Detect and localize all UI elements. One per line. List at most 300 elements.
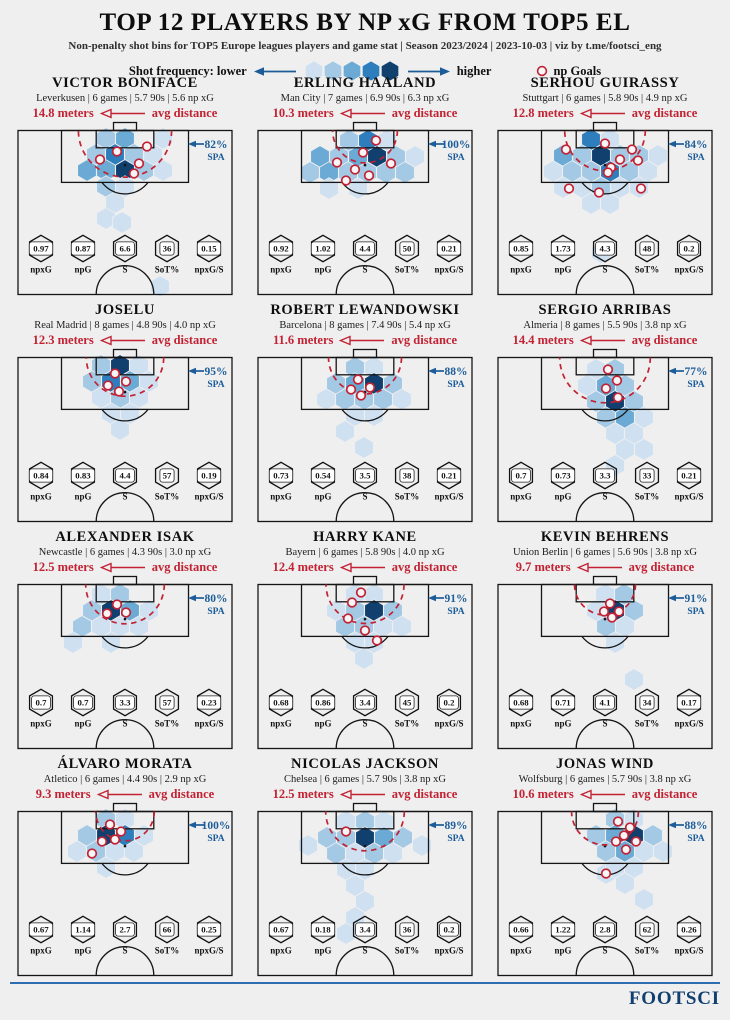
page-subtitle: Non-penalty shot bins for TOP5 Europe leagues players and game stat | Season 2023/2024 | 2023-10-03 | viz by t.me/footsci_eng — [68, 40, 662, 52]
stat-hexagons — [269, 916, 463, 955]
stat-label: npxG/S — [434, 264, 464, 275]
np-goal-marker — [626, 823, 635, 832]
spa-annotation — [668, 820, 708, 844]
np-goal-marker — [620, 831, 629, 840]
np-goal-marker — [361, 626, 370, 635]
np-goal-marker — [115, 387, 124, 396]
avg-distance-arrow-icon — [100, 562, 146, 573]
spa-annotation — [428, 366, 468, 390]
spa-label: SPA — [447, 153, 465, 163]
stat-label: SoT% — [394, 945, 420, 956]
player-name: ALEXANDER ISAK — [55, 529, 195, 545]
avg-distance-value: 12.5 meters — [272, 786, 334, 801]
np-goal-marker — [622, 845, 631, 854]
player-name: JONAS WIND — [556, 756, 654, 772]
spa-value: 82% — [204, 139, 228, 151]
avg-distance-annotation — [245, 105, 485, 121]
player-panel-7 — [5, 529, 245, 756]
stat-label: npxG/S — [434, 718, 464, 729]
pitch-container — [485, 802, 725, 977]
stat-label: npG — [74, 264, 92, 275]
player-panel-11 — [245, 756, 485, 983]
player-info-line: Union Berlin | 6 games | 5.6 90s | 3.8 np xG — [513, 547, 697, 558]
stat-value: 50 — [402, 243, 412, 254]
stat-value: 0.2 — [443, 697, 455, 708]
np-goal-marker — [365, 171, 374, 180]
shot-hexbin — [320, 178, 339, 200]
avg-distance-annotation — [245, 786, 485, 802]
stat-label: npG — [554, 945, 572, 956]
goal-frame — [594, 123, 617, 131]
np-goal-marker — [357, 588, 366, 597]
avg-distance-arrow-icon — [580, 108, 626, 119]
np-goal-markers — [342, 827, 351, 836]
stat-value: 0.21 — [441, 470, 457, 481]
spa-value: 84% — [684, 139, 708, 151]
stat-label: npxG/S — [194, 264, 224, 275]
np-goal-marker — [359, 148, 368, 157]
player-name: ERLING HAALAND — [293, 75, 437, 91]
avg-distance-annotation — [245, 559, 485, 575]
np-goal-marker — [135, 159, 144, 168]
np-goal-marker — [347, 385, 356, 394]
np-goal-marker — [595, 188, 604, 197]
player-panel-6 — [485, 302, 725, 529]
spa-label: SPA — [207, 380, 225, 390]
stat-label: S — [362, 491, 368, 502]
np-goal-marker — [143, 142, 152, 151]
stat-label: npxG — [510, 491, 532, 502]
stat-value: 0.21 — [441, 243, 457, 254]
pitch-diagram — [17, 121, 233, 296]
np-goal-marker — [604, 168, 613, 177]
stat-label: npxG/S — [674, 945, 704, 956]
player-panel-12 — [485, 756, 725, 983]
avg-distance-arrow-icon — [100, 335, 146, 346]
player-info-line: Leverkusen | 6 games | 5.7 90s | 5.6 np xG — [36, 93, 214, 104]
stat-value: 36 — [402, 924, 412, 935]
player-panel-8 — [245, 529, 485, 756]
spa-annotation — [668, 139, 708, 163]
stat-value: 57 — [162, 470, 172, 481]
np-goal-marker — [562, 145, 571, 154]
penalty-spot — [124, 618, 127, 621]
avg-distance-arrow-icon — [340, 108, 386, 119]
player-name: ÁLVARO MORATA — [57, 756, 193, 772]
pitch-diagram — [257, 348, 473, 523]
page-title: TOP 12 PLAYERS BY NP xG FROM TOP5 EL — [99, 9, 631, 36]
spa-value: 100% — [441, 139, 471, 151]
stat-value: 0.18 — [315, 924, 331, 935]
np-goals-label: np Goals — [553, 63, 602, 78]
spa-label: SPA — [687, 380, 705, 390]
stat-value: 2.8 — [599, 924, 611, 935]
stat-label: npxG/S — [674, 491, 704, 502]
stat-label: npG — [74, 718, 92, 729]
avg-distance-annotation — [5, 786, 245, 802]
player-info-line: Almeria | 8 games | 5.5 90s | 3.8 np xG — [523, 320, 687, 331]
stat-value: 0.2 — [443, 924, 455, 935]
stat-label: SoT% — [634, 491, 660, 502]
spa-value: 91% — [444, 593, 468, 605]
spa-value: 100% — [201, 820, 231, 832]
np-goal-marker — [354, 375, 363, 384]
stat-value: 45 — [402, 697, 412, 708]
stat-label: S — [602, 945, 608, 956]
spa-value: 88% — [684, 820, 708, 832]
stat-value: 2.7 — [119, 924, 131, 935]
stat-label: SoT% — [634, 945, 660, 956]
avg-distance-label: avg distance — [631, 332, 698, 347]
stat-value: 1.22 — [555, 924, 571, 935]
np-goal-marker — [344, 614, 353, 623]
stat-label: SoT% — [154, 264, 180, 275]
shot-hexbin — [355, 437, 374, 459]
np-goal-marker — [600, 607, 609, 616]
stat-label: SoT% — [154, 945, 180, 956]
player-name: VICTOR BONIFACE — [52, 75, 198, 91]
legend-lower-label: Shot frequency: lower — [128, 63, 247, 78]
avg-distance-value: 10.6 meters — [512, 786, 574, 801]
stat-label: S — [122, 264, 128, 275]
np-goal-marker — [113, 147, 122, 156]
legend-higher-label: higher — [456, 63, 492, 78]
stat-value: 3.4 — [359, 924, 371, 935]
np-goal-marker — [106, 820, 115, 829]
avg-distance-arrow-icon — [577, 562, 623, 573]
spa-value: 95% — [204, 366, 228, 378]
pitch-diagram — [497, 575, 713, 750]
np-goal-marker — [357, 391, 366, 400]
stat-value: 4.1 — [599, 697, 611, 708]
stat-value: 33 — [642, 470, 652, 481]
player-panel-9 — [485, 529, 725, 756]
avg-distance-annotation — [485, 559, 725, 575]
stat-label: npxG — [270, 264, 292, 275]
player-name: JOSELU — [94, 302, 155, 318]
np-goal-marker — [614, 817, 623, 826]
stat-value: 0.7 — [515, 470, 527, 481]
avg-distance-value: 14.4 meters — [512, 332, 574, 347]
np-goal-marker — [111, 835, 120, 844]
np-goal-marker — [602, 869, 611, 878]
stat-label: npxG — [30, 718, 52, 729]
stat-label: npG — [314, 718, 332, 729]
stat-hexagons — [269, 462, 463, 501]
pitch-diagram — [17, 802, 233, 977]
player-name: NICOLAS JACKSON — [291, 756, 439, 772]
stat-value: 0.21 — [681, 470, 697, 481]
player-panel-4 — [5, 302, 245, 529]
np-goal-marker — [122, 377, 131, 386]
player-info-line: Atletico | 6 games | 4.4 90s | 2.9 np xG — [43, 774, 207, 785]
penalty-spot — [364, 164, 367, 167]
np-goal-marker — [612, 837, 621, 846]
spa-value: 77% — [684, 366, 708, 378]
np-goal-marker — [351, 165, 360, 174]
avg-distance-value: 14.8 meters — [32, 105, 94, 120]
stat-hexagons — [29, 235, 223, 274]
stat-value: 0.67 — [273, 924, 289, 935]
stat-label: S — [602, 491, 608, 502]
brand-logo: FOOTSCI — [628, 988, 720, 1009]
stat-value: 0.68 — [513, 697, 529, 708]
shot-hexbin — [625, 669, 644, 691]
np-goal-marker — [88, 849, 97, 858]
spa-annotation — [428, 593, 468, 617]
stat-hexagons — [509, 235, 703, 274]
avg-distance-label: avg distance — [151, 105, 218, 120]
avg-distance-arrow-icon — [340, 789, 386, 800]
avg-distance-value: 9.7 meters — [515, 559, 571, 574]
stat-label: npG — [314, 264, 332, 275]
player-name: HARRY KANE — [313, 529, 417, 545]
stat-label: npxG — [30, 945, 52, 956]
goal-frame — [354, 123, 377, 131]
spa-label: SPA — [687, 153, 705, 163]
stat-label: S — [122, 718, 128, 729]
stat-value: 57 — [162, 697, 172, 708]
player-info-line: Man City | 7 games | 6.9 90s | 6.3 np xG — [280, 93, 450, 104]
stat-label: SoT% — [394, 264, 420, 275]
player-info-line: Newcastle | 6 games | 4.3 90s | 3.0 np xG — [38, 547, 212, 558]
stat-label: npxG/S — [434, 945, 464, 956]
stat-value: 48 — [642, 243, 652, 254]
spa-value: 80% — [204, 593, 228, 605]
stat-value: 0.17 — [681, 697, 697, 708]
stat-label: npxG — [30, 264, 52, 275]
goal-frame — [354, 350, 377, 358]
np-goal-marker — [628, 145, 637, 154]
spa-label: SPA — [207, 607, 225, 617]
stat-label: S — [602, 718, 608, 729]
player-info-line: Bayern | 6 games | 5.8 90s | 4.0 np xG — [285, 547, 445, 558]
stat-label: SoT% — [634, 264, 660, 275]
avg-distance-annotation — [485, 332, 725, 348]
stat-value: 0.86 — [315, 697, 331, 708]
avg-distance-label: avg distance — [631, 105, 698, 120]
stat-value: 0.85 — [513, 243, 529, 254]
footer-divider — [10, 982, 720, 984]
stat-label: S — [362, 945, 368, 956]
pitch-diagram — [497, 348, 713, 523]
np-goal-marker — [113, 600, 122, 609]
spa-label: SPA — [687, 834, 705, 844]
penalty-spot — [364, 618, 367, 621]
avg-distance-value: 12.3 meters — [32, 332, 94, 347]
np-goal-marker — [637, 184, 646, 193]
avg-distance-label: avg distance — [151, 559, 218, 574]
pitch-container — [5, 802, 245, 977]
stat-label: npxG — [510, 945, 532, 956]
np-goal-marker — [387, 159, 396, 168]
stat-label: npG — [314, 945, 332, 956]
stat-value: 3.3 — [599, 470, 611, 481]
stat-label: SoT% — [394, 491, 420, 502]
stat-value: 4.3 — [599, 243, 611, 254]
avg-distance-value: 9.3 meters — [35, 786, 91, 801]
stat-value: 4.4 — [119, 470, 131, 481]
avg-distance-arrow-icon — [580, 335, 626, 346]
shot-hexbin — [635, 889, 654, 911]
avg-distance-label: avg distance — [148, 786, 215, 801]
stat-value: 3.4 — [359, 697, 371, 708]
stat-value: 0.73 — [555, 470, 571, 481]
penalty-spot — [604, 618, 607, 621]
stat-value: 0.66 — [513, 924, 529, 935]
np-goal-marker — [98, 837, 107, 846]
stat-value: 3.3 — [119, 697, 131, 708]
stat-label: npxG/S — [434, 491, 464, 502]
avg-distance-value: 10.3 meters — [272, 105, 334, 120]
stat-label: S — [122, 491, 128, 502]
spa-value: 88% — [444, 366, 468, 378]
player-panel-3 — [485, 75, 725, 302]
player-panel-2 — [245, 75, 485, 302]
stat-value: 36 — [162, 243, 172, 254]
pitch-diagram — [257, 121, 473, 296]
spa-annotation — [668, 366, 708, 390]
stat-value: 0.97 — [33, 243, 49, 254]
avg-distance-annotation — [245, 332, 485, 348]
stat-label: npG — [554, 264, 572, 275]
spa-annotation — [188, 593, 228, 617]
spa-annotation — [188, 139, 228, 163]
avg-distance-label: avg distance — [391, 786, 458, 801]
np-goal-marker — [103, 609, 112, 618]
pitch-container — [485, 348, 725, 523]
pitch-diagram — [257, 802, 473, 977]
penalty-spot — [364, 845, 367, 848]
stat-label: npG — [554, 491, 572, 502]
stat-value: 0.26 — [681, 924, 697, 935]
avg-distance-arrow-icon — [580, 789, 626, 800]
shot-hexbins — [317, 357, 412, 459]
spa-annotation — [668, 593, 708, 617]
pitch-container — [245, 348, 485, 523]
stat-label: npxG — [270, 718, 292, 729]
player-info-line: Real Madrid | 8 games | 4.8 90s | 4.0 np xG — [34, 320, 216, 331]
shot-hexbins — [68, 809, 154, 879]
stat-hexagons — [29, 462, 223, 501]
avg-distance-value: 12.4 meters — [272, 559, 334, 574]
stat-value: 0.19 — [201, 470, 217, 481]
stat-label: npxG — [510, 718, 532, 729]
pitch-container — [245, 121, 485, 296]
stat-value: 1.02 — [315, 243, 331, 254]
stat-label: S — [122, 945, 128, 956]
pitch-diagram — [257, 575, 473, 750]
pitch-container — [245, 575, 485, 750]
np-goal-marker — [608, 613, 617, 622]
player-info-line: Stuttgart | 6 games | 5.8 90s | 4.9 np xG — [522, 93, 688, 104]
avg-distance-annotation — [5, 105, 245, 121]
avg-distance-value: 11.6 meters — [272, 332, 334, 347]
stat-hexagons — [269, 235, 463, 274]
np-goal-marker — [96, 155, 105, 164]
pitch-container — [5, 575, 245, 750]
shot-hexbins — [327, 584, 412, 670]
stat-value: 0.23 — [201, 697, 217, 708]
stat-label: npxG/S — [194, 945, 224, 956]
np-goal-marker — [634, 156, 643, 165]
footer — [10, 982, 720, 1010]
np-goal-marker — [130, 169, 139, 178]
spa-label: SPA — [687, 607, 705, 617]
goal-frame — [114, 577, 137, 585]
np-goal-marker — [348, 598, 357, 607]
stat-value: 0.7 — [77, 697, 89, 708]
stat-value: 3.5 — [359, 470, 371, 481]
pitch-diagram — [497, 121, 713, 296]
pitch-container — [485, 575, 725, 750]
stat-value: 0.87 — [75, 243, 91, 254]
stat-value: 0.83 — [75, 470, 91, 481]
np-goal-marker — [632, 837, 641, 846]
stat-label: npG — [74, 945, 92, 956]
stat-value: 0.92 — [273, 243, 289, 254]
stat-value: 0.71 — [555, 697, 571, 708]
avg-distance-arrow-icon — [340, 562, 386, 573]
stat-value: 1.73 — [555, 243, 571, 254]
player-panel-1 — [5, 75, 245, 302]
avg-distance-arrow-icon — [100, 108, 146, 119]
avg-distance-arrow-icon — [97, 789, 143, 800]
avg-distance-label: avg distance — [391, 332, 458, 347]
spa-label: SPA — [207, 153, 225, 163]
np-goal-marker — [602, 384, 611, 393]
avg-distance-annotation — [5, 559, 245, 575]
avg-distance-label: avg distance — [628, 559, 695, 574]
stat-value: 4.4 — [359, 243, 371, 254]
spa-annotation — [428, 139, 470, 163]
stat-label: npxG — [510, 264, 532, 275]
stat-label: npxG/S — [194, 491, 224, 502]
player-info-line: Wolfsburg | 6 games | 5.7 90s | 3.8 np xG — [518, 774, 692, 785]
pitch-diagram — [497, 802, 713, 977]
avg-distance-annotation — [485, 105, 725, 121]
player-panel-10 — [5, 756, 245, 983]
stat-value: 0.2 — [683, 243, 695, 254]
np-goal-marker — [342, 827, 351, 836]
stat-label: S — [602, 264, 608, 275]
player-panels-grid — [5, 75, 725, 983]
stat-value: 6.6 — [119, 243, 131, 254]
stat-label: npxG — [270, 945, 292, 956]
pitch-container — [5, 348, 245, 523]
pitch-diagram — [17, 575, 233, 750]
stat-value: 38 — [402, 470, 412, 481]
player-name: ROBERT LEWANDOWSKI — [270, 302, 460, 318]
player-info-line: Barcelona | 8 games | 7.4 90s | 5.4 np xG — [279, 320, 451, 331]
stat-value: 0.73 — [273, 470, 289, 481]
stat-label: npxG — [30, 491, 52, 502]
avg-distance-value: 12.8 meters — [512, 105, 574, 120]
np-goal-marker — [604, 365, 613, 374]
np-goal-marker — [104, 381, 113, 390]
pitch-container — [485, 121, 725, 296]
spa-annotation — [188, 366, 228, 390]
np-goal-marker — [565, 184, 574, 193]
np-goal-marker — [373, 636, 382, 645]
np-goal-marker — [613, 376, 622, 385]
stat-label: SoT% — [154, 718, 180, 729]
stat-label: SoT% — [394, 718, 420, 729]
spa-value: 91% — [684, 593, 708, 605]
penalty-spot — [124, 164, 127, 167]
spa-annotation — [188, 820, 230, 844]
np-goal-marker — [111, 369, 120, 378]
